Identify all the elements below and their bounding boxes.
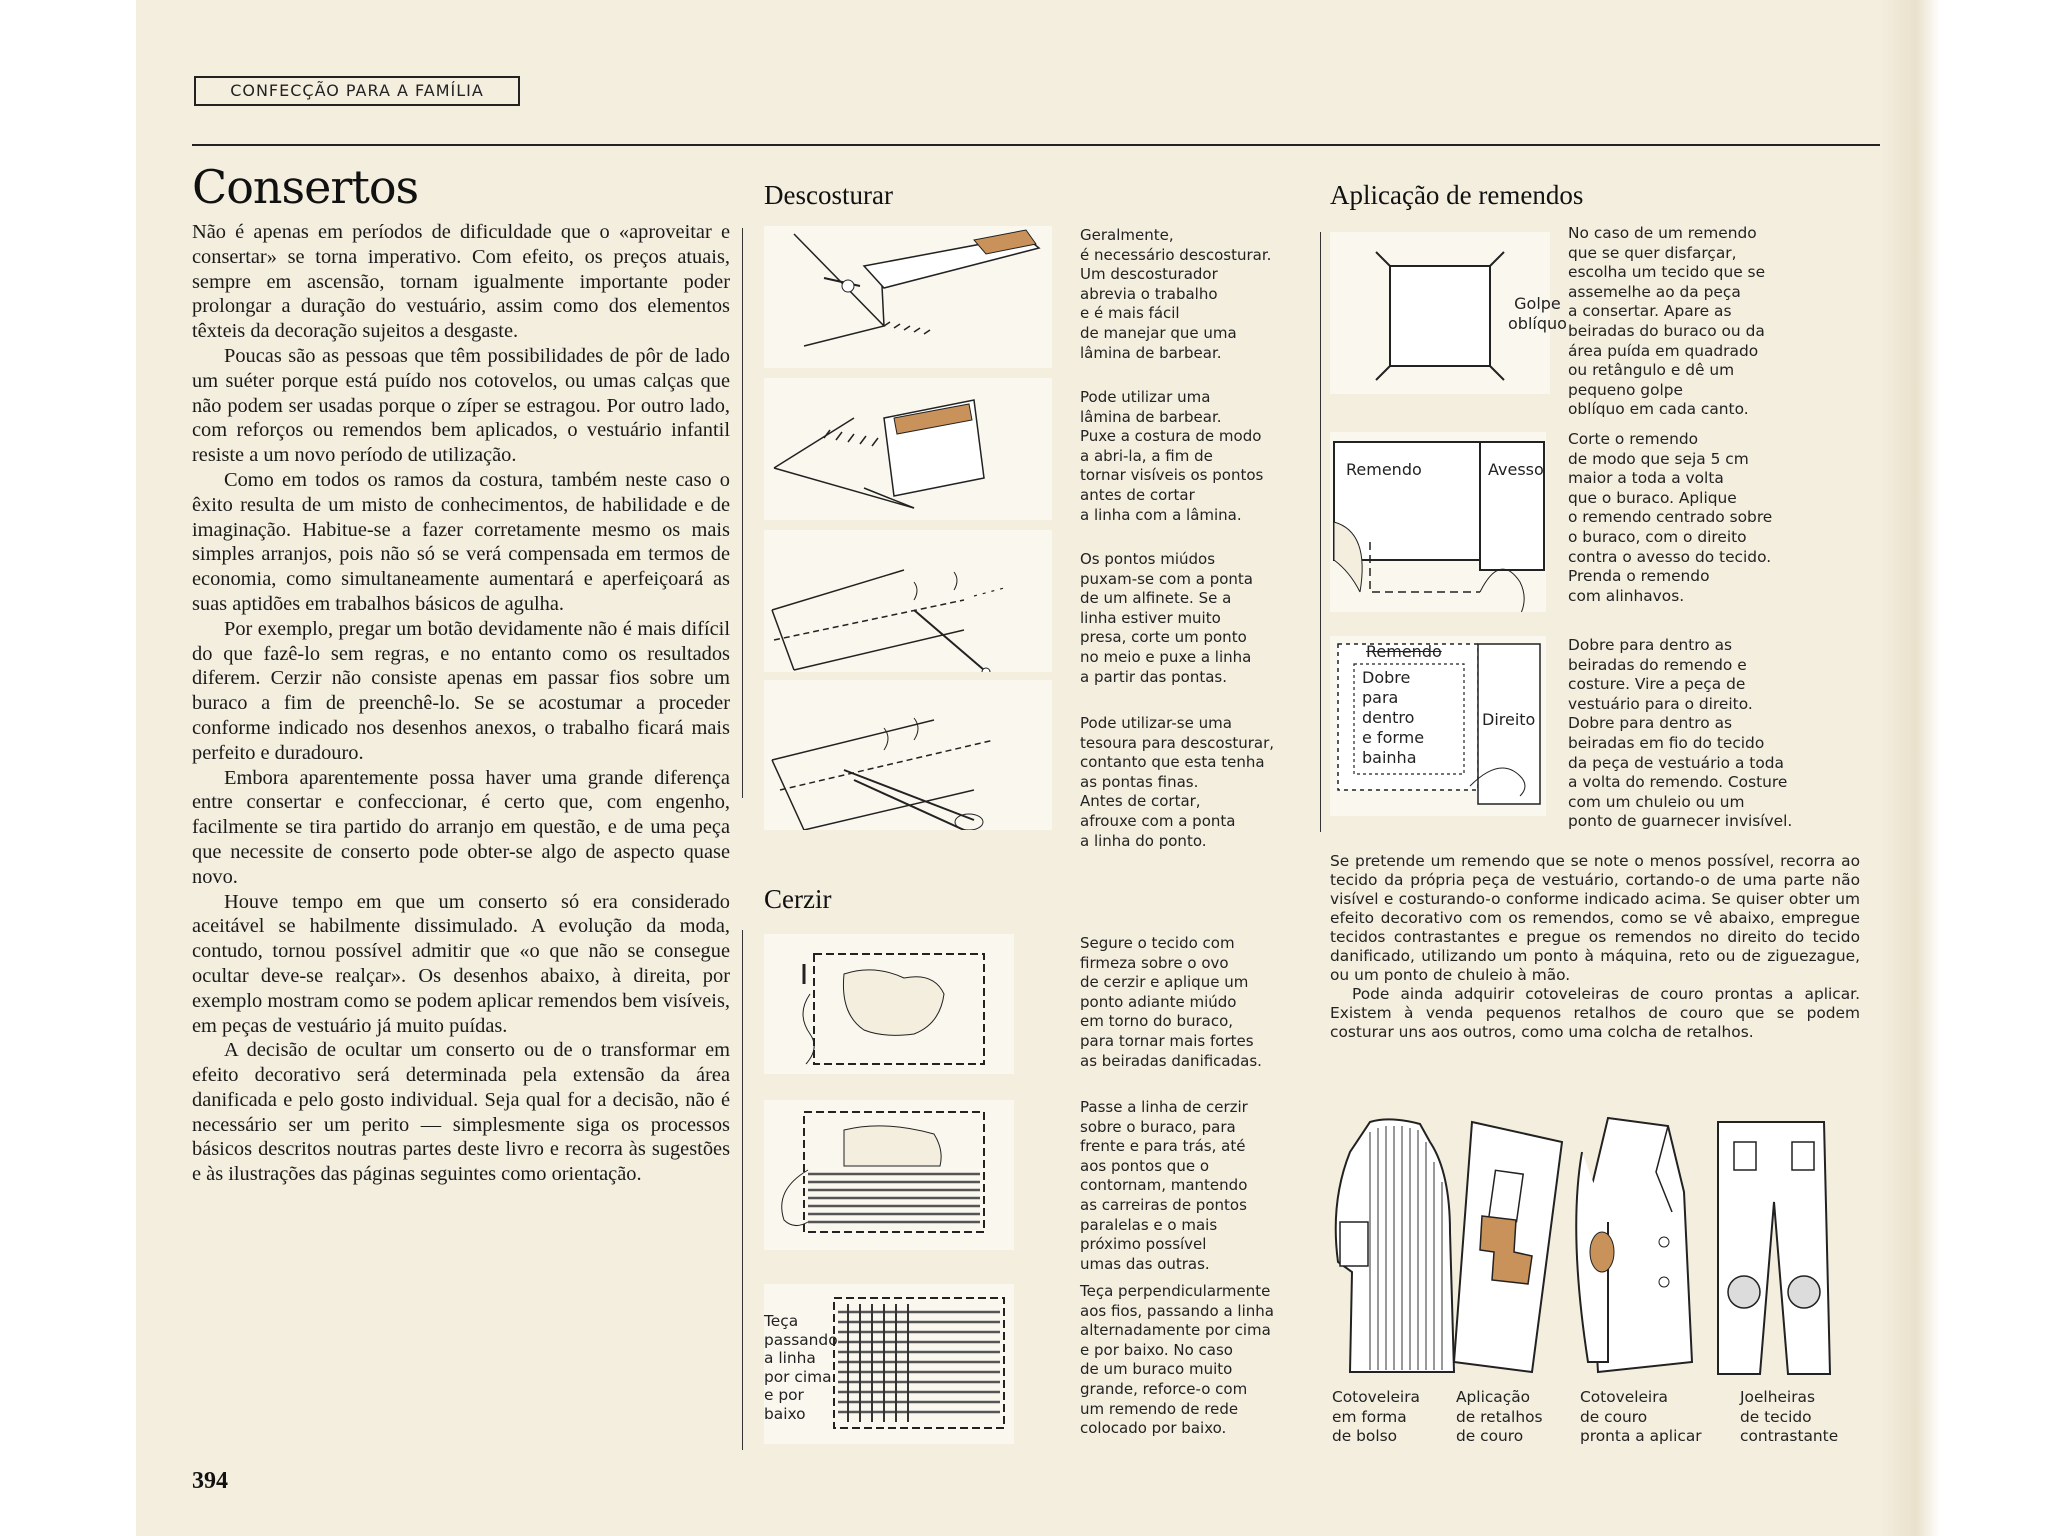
figure-scissors (764, 680, 1052, 830)
figure-seam-ripper (764, 226, 1052, 368)
figure-pin-pick (764, 530, 1052, 672)
page-number: 394 (192, 1468, 228, 1494)
figure-darning-lines (764, 1100, 1014, 1250)
body-paragraph-2: Poucas são as pessoas que têm possibilidades de pôr de lado um suéter porque está puído nos cotovelos, ou umas calças que não podem ser usadas porque o zíper se estragou. Por outro lado, com reforços ou remendos bem aplicados, o vestuário infantil resiste a um novo período de utilização. (192, 344, 730, 467)
caption-cerzir-3: Teça perpendicularmente aos fios, passando a linha alternadamente por cima e por baixo. No caso de um buraco muito grande, reforce-o com um remendo de rede colocado por baixo. (1080, 1282, 1274, 1438)
figure-leather-patch-sleeve (1452, 1112, 1572, 1382)
figure-tack-patch (1330, 432, 1546, 612)
heading-cerzir: Cerzir (764, 884, 832, 914)
page-gutter-shadow (1880, 0, 1940, 1536)
book-page (136, 0, 1914, 1536)
body-paragraph-6: Houve tempo em que um conserto só era considerado aceitável se habilmente dissimulado. A evolução da moda, contudo, tornou possível admitir que «o que não se consegue ocultar deve-se realçar». Os desenhos abaixo, à direita, por exemplo mostram como se podem aplicar remendos bem visíveis, em peças de vestuário já muito puídas. (192, 890, 730, 1037)
caption-cerzir-2: Passe a linha de cerzir sobre o buraco, para frente e para trás, até aos pontos que o contornam, mantendo as carreiras de pontos paralelas e o mais próximo possível umas das outras. (1080, 1098, 1248, 1273)
figure-jacket-elbow-patch (1568, 1112, 1698, 1382)
caption-descosturar-1: Geralmente, é necessário descosturar. Um descosturador abrevia o trabalho e é mais fácil de manejar que uma lâmina de barbear. (1080, 226, 1272, 362)
caption-descosturar-2: Pode utilizar uma lâmina de barbear. Puxe a costura de modo a abri-la, a fim de tornar visíveis os pontos antes de cortar a linha com a lâmina. (1080, 388, 1264, 524)
divider-descosturar (742, 228, 743, 798)
body-paragraph-4: Por exemplo, pregar um botão devidamente não é mais difícil do que fazê-lo sem regras, e no entanto como os resultados diferem. Cerzir não consiste apenas em passar fios sobre um buraco a fim de preenchê-lo. Se se acostumar a proceder conforme indicado nos desenhos anexos, o trabalho ficará mais perfeito e duradouro. (192, 617, 730, 764)
body-paragraph-7: A decisão de ocultar um conserto ou de o transformar em efeito decorativo será determinada pela extensão da área danificada e pelo gosto individual. Seja qual for a decisão, não é necessário ser um perito — simplesmente siga os processos básicos descritos noutras partes deste livro e recorra às sugestões e às ilustrações das páginas seguintes como orientação. (192, 1039, 730, 1186)
body-paragraph-3: Como em todos os ramos da costura, também neste caso o êxito resulta de um misto de conhecimentos, de habilidade e de imaginação. Habitue-se a fazer corretamente mesmo os mais simples arranjos, pois não só se verá compensada em termos de economia, como simultaneamente aumentará e aperfeiçoará as suas aptidões em trabalhos básicos de agulha. (192, 468, 730, 615)
label-weave: Teça passando a linha por cima e por baixo (764, 1312, 838, 1423)
divider-remendos (1320, 232, 1321, 832)
section-header-box: CONFECÇÃO PARA A FAMÍLIA (194, 76, 520, 106)
caption-garment-1: Cotoveleira em forma de bolso (1332, 1388, 1420, 1446)
remendos-paragraph-2: Pode ainda adquirir cotoveleiras de couro prontas a aplicar. Existem à venda pequenos retalhos de couro que se podem costurar uns aos outros, como uma colcha de retalhos. (1330, 985, 1860, 1041)
caption-garment-2: Aplicação de retalhos de couro (1456, 1388, 1543, 1446)
figure-jeans-knee-patch (1708, 1112, 1838, 1382)
caption-remendos-1: No caso de um remendo que se quer disfarçar, escolha um tecido que se assemelhe ao da peça a consertar. Apare as beiradas do buraco ou da área puída em quadrado ou retângulo e dê um pequeno golpe oblíquo em cada canto. (1568, 224, 1766, 419)
heading-remendos: Aplicação de remendos (1330, 180, 1584, 210)
body-paragraph-5: Embora aparentemente possa haver uma grande diferença entre consertar e confeccionar, é certo que, com engenho, facilmente se tira partido do arranjo em questão, e de uma peça que necessite de conserto pode obter-se algo de aspecto quase novo. (192, 766, 730, 888)
figure-razor-blade (764, 378, 1052, 520)
label-remendo: Remendo (1346, 460, 1422, 479)
figure-running-stitch (764, 934, 1014, 1074)
caption-cerzir-1: Segure o tecido com firmeza sobre o ovo de cerzir e aplique um ponto adiante miúdo em torno do buraco, para tornar mais fortes as beiradas danificadas. (1080, 934, 1262, 1070)
caption-descosturar-4: Pode utilizar-se uma tesoura para descosturar, contanto que esta tenha as pontas finas. Antes de cortar, afrouxe com a ponta a linha do ponto. (1080, 714, 1275, 850)
heading-descosturar: Descosturar (764, 180, 893, 210)
label-golpe: Golpe oblíquo (1508, 294, 1567, 333)
label-direito: Direito (1482, 710, 1536, 729)
header-rule (192, 144, 1912, 146)
divider-cerzir (742, 930, 743, 1450)
remendos-text (1330, 852, 1860, 1042)
label-dobre: Dobre para dentro e forme bainha (1362, 668, 1425, 767)
body-text (192, 220, 730, 1187)
body-paragraph-1: Não é apenas em períodos de dificuldade que o «aproveitar e consertar» se torna imperativo. Com efeito, os preços atuais, sempre em ascensão, tornam igualmente importante poder prolongar a duração do vestuário, assim como dos elementos têxteis da decoração sujeitos a desgaste. (192, 221, 730, 343)
caption-garment-3: Cotoveleira de couro pronta a aplicar (1580, 1388, 1702, 1446)
caption-garment-4: Joelheiras de tecido contrastante (1740, 1388, 1839, 1446)
page-title: Consertos (192, 160, 419, 214)
label-avesso: Avesso (1488, 460, 1544, 479)
remendos-paragraph-1: Se pretende um remendo que se note o menos possível, recorra ao tecido da própria peça de vestuário, cortando-o de uma parte não visível e costurando-o conforme indicado acima. Se quiser obter um efeito decorativo com os remendos, como se vê abaixo, empregue tecidos contrastantes e pregue os remendos no direito do tecido danificado, utilizando um ponto à máquina, reto ou de ziguezague, ou um ponto de chuleio à mão. (1330, 852, 1860, 984)
label-remendo-2: Remendo (1366, 642, 1442, 661)
caption-remendos-2: Corte o remendo de modo que seja 5 cm maior a toda a volta que o buraco. Aplique o remendo centrado sobre o buraco, com o direito contra o avesso do tecido. Prenda o remendo com alinhavos. (1568, 430, 1773, 605)
caption-descosturar-3: Os pontos miúdos puxam-se com a ponta de um alfinete. Se a linha estiver muito presa, corte um ponto no meio e puxe a linha a partir das pontas. (1080, 550, 1253, 686)
caption-remendos-3: Dobre para dentro as beiradas do remendo e costure. Vire a peça de vestuário para o direito. Dobre para dentro as beiradas em fio do tecido da peça de vestuário a toda a volta do remendo. Costure com um chuleio ou um ponto de guarnecer invisível. (1568, 636, 1793, 831)
figure-striped-sweater (1330, 1112, 1460, 1382)
